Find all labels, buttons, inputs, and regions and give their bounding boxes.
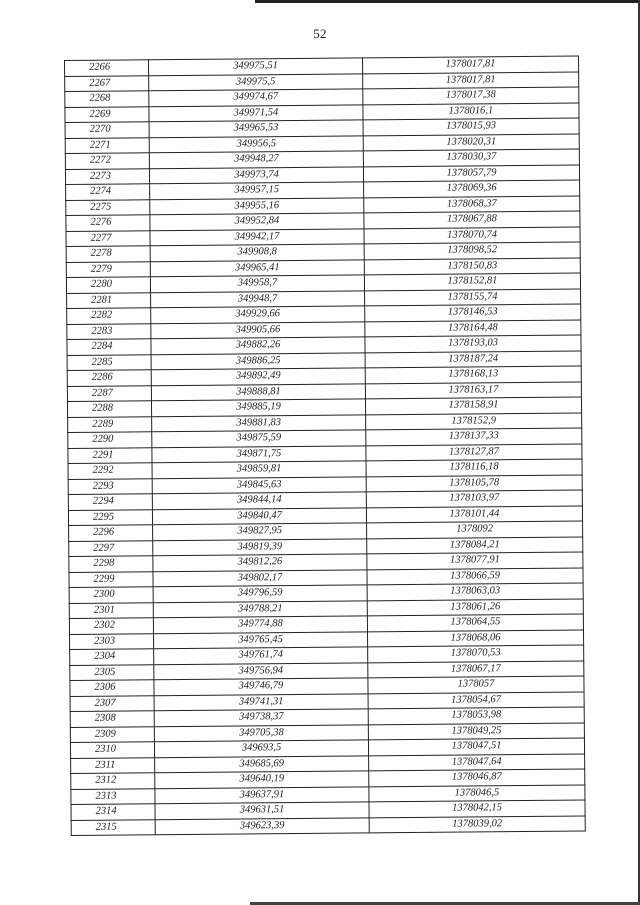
point-number: 2299 [69, 571, 153, 587]
point-number: 2275 [66, 199, 150, 215]
point-number: 2279 [66, 261, 150, 277]
coordinate-x: 349746,79 [154, 678, 368, 695]
table-row [71, 815, 585, 835]
coordinate-y: 1378152,9 [366, 412, 582, 429]
point-number: 2290 [68, 432, 152, 448]
coordinate-y: 1378092 [367, 521, 583, 538]
coordinate-x: 349948,27 [149, 151, 363, 168]
coordinate-x: 349952,84 [150, 213, 364, 230]
point-number: 2310 [70, 742, 154, 758]
coordinate-y: 1378057,79 [363, 165, 579, 182]
coordinate-x: 349738,37 [154, 709, 368, 726]
point-number: 2311 [71, 757, 155, 773]
coordinate-y: 1378164,48 [365, 320, 581, 337]
coordinate-y: 1378015,93 [363, 118, 579, 135]
coordinate-x: 349774,88 [153, 616, 367, 633]
coordinate-y: 1378067,17 [368, 660, 584, 677]
point-number: 2268 [65, 91, 149, 107]
coordinate-y: 1378017,38 [363, 87, 579, 104]
coordinate-x: 349788,21 [153, 600, 367, 617]
coordinate-x: 349975,51 [149, 58, 363, 75]
point-number: 2303 [70, 633, 154, 649]
coordinate-x: 349845,63 [152, 476, 366, 493]
point-number: 2271 [65, 137, 149, 153]
coordinate-x: 349908,8 [150, 244, 364, 261]
coordinate-x: 349827,95 [153, 523, 367, 540]
point-number: 2301 [69, 602, 153, 618]
point-number: 2267 [65, 75, 149, 91]
coordinate-y: 1378017,81 [363, 72, 579, 89]
coordinate-y: 1378061,26 [367, 598, 583, 615]
coordinate-x: 349756,94 [154, 662, 368, 679]
coordinate-x: 349802,17 [153, 569, 367, 586]
point-number: 2266 [65, 60, 149, 76]
point-number: 2287 [67, 385, 151, 401]
coordinate-x: 349693,5 [154, 740, 368, 757]
point-number: 2276 [66, 215, 150, 231]
coordinate-x: 349875,59 [152, 430, 366, 447]
coordinate-x: 349741,31 [154, 693, 368, 710]
point-number: 2309 [70, 726, 154, 742]
coordinate-x: 349871,75 [152, 445, 366, 462]
point-number: 2282 [67, 308, 151, 324]
coordinate-x: 349958,7 [150, 275, 364, 292]
coordinate-x: 349623,39 [155, 817, 369, 834]
coordinate-x: 349637,91 [155, 786, 369, 803]
coordinates-table [64, 56, 586, 836]
point-number: 2295 [68, 509, 152, 525]
coordinate-y: 1378163,17 [365, 381, 581, 398]
coordinate-y: 1378046,87 [369, 769, 585, 786]
coordinate-y: 1378030,37 [363, 149, 579, 166]
page-number: 52 [313, 26, 327, 41]
coordinate-y: 1378116,18 [366, 459, 582, 476]
coordinate-x: 349844,14 [152, 492, 366, 509]
point-number: 2305 [70, 664, 154, 680]
point-number: 2313 [71, 788, 155, 804]
coordinate-y: 1378168,13 [365, 366, 581, 383]
coordinate-y: 1378020,31 [363, 134, 579, 151]
point-number: 2312 [71, 773, 155, 789]
coordinate-y: 1378152,81 [364, 273, 580, 290]
coordinate-x: 349955,16 [150, 197, 364, 214]
coordinate-y: 1378057 [368, 676, 584, 693]
point-number: 2306 [70, 680, 154, 696]
point-number: 2269 [65, 106, 149, 122]
point-number: 2273 [65, 168, 149, 184]
point-number: 2289 [68, 416, 152, 432]
coordinate-x: 349965,53 [149, 120, 363, 137]
point-number: 2270 [65, 122, 149, 138]
point-number: 2292 [68, 463, 152, 479]
coordinate-y: 1378098,52 [364, 242, 580, 259]
coordinate-x: 349886,25 [151, 352, 365, 369]
coordinate-x: 349859,81 [152, 461, 366, 478]
point-number: 2308 [70, 711, 154, 727]
coordinate-y: 1378017,81 [362, 56, 578, 73]
coordinate-y: 1378016,1 [363, 103, 579, 120]
coordinate-x: 349948,7 [151, 290, 365, 307]
coordinate-x: 349765,45 [154, 631, 368, 648]
point-number: 2293 [68, 478, 152, 494]
coordinate-y: 1378068,37 [364, 196, 580, 213]
coordinate-x: 349882,26 [151, 337, 365, 354]
coordinate-x: 349640,19 [155, 771, 369, 788]
coordinate-x: 349973,74 [149, 166, 363, 183]
coordinate-y: 1378101,44 [366, 505, 582, 522]
coordinate-y: 1378046,5 [369, 784, 585, 801]
coordinate-x: 349942,17 [150, 228, 364, 245]
point-number: 2302 [69, 618, 153, 634]
coordinate-x: 349975,5 [149, 73, 363, 90]
coordinate-y: 1378158,91 [365, 397, 581, 414]
coordinate-y: 1378063,03 [367, 583, 583, 600]
coordinate-y: 1378137,33 [366, 428, 582, 445]
point-number: 2314 [71, 804, 155, 820]
coordinate-y: 1378067,88 [364, 211, 580, 228]
coordinate-x: 349905,66 [151, 321, 365, 338]
coordinate-y: 1378068,06 [367, 629, 583, 646]
point-number: 2288 [67, 401, 151, 417]
point-number: 2280 [66, 277, 150, 293]
coordinate-y: 1378187,24 [365, 350, 581, 367]
coordinate-x: 349796,59 [153, 585, 367, 602]
coordinate-y: 1378047,64 [369, 753, 585, 770]
coordinates-table-body [65, 56, 586, 835]
coordinate-y: 1378054,67 [368, 691, 584, 708]
coordinate-y: 1378155,74 [365, 289, 581, 306]
coordinate-x: 349685,69 [155, 755, 369, 772]
point-number: 2272 [65, 153, 149, 169]
scan-edge-top [255, 0, 640, 3]
point-number: 2296 [69, 525, 153, 541]
coordinate-x: 349819,39 [153, 538, 367, 555]
point-number: 2300 [69, 587, 153, 603]
coordinate-y: 1378066,59 [367, 567, 583, 584]
coordinate-y: 1378039,02 [369, 815, 585, 832]
coordinate-x: 349965,41 [150, 259, 364, 276]
coordinate-y: 1378103,97 [366, 490, 582, 507]
coordinate-x: 349761,74 [154, 647, 368, 664]
coordinate-y: 1378070,74 [364, 227, 580, 244]
point-number: 2285 [67, 354, 151, 370]
coordinate-y: 1378146,53 [365, 304, 581, 321]
point-number: 2284 [67, 339, 151, 355]
coordinate-y: 1378150,83 [364, 258, 580, 275]
coordinate-y: 1378047,51 [368, 738, 584, 755]
coordinate-x: 349957,15 [150, 182, 364, 199]
point-number: 2274 [66, 184, 150, 200]
coordinate-x: 349974,67 [149, 89, 363, 106]
point-number: 2315 [71, 819, 155, 835]
coordinate-y: 1378070,53 [368, 645, 584, 662]
point-number: 2281 [67, 292, 151, 308]
coordinate-x: 349885,19 [151, 399, 365, 416]
coordinate-y: 1378049,25 [368, 722, 584, 739]
point-number: 2294 [68, 494, 152, 510]
point-number: 2283 [67, 323, 151, 339]
coordinate-x: 349929,66 [151, 306, 365, 323]
point-number: 2277 [66, 230, 150, 246]
coordinate-y: 1378042,15 [369, 800, 585, 817]
coordinate-y: 1378077,91 [367, 552, 583, 569]
point-number: 2286 [67, 370, 151, 386]
point-number: 2278 [66, 246, 150, 262]
coordinate-y: 1378105,78 [366, 474, 582, 491]
coordinate-y: 1378069,36 [364, 180, 580, 197]
point-number: 2291 [68, 447, 152, 463]
coordinate-y: 1378193,03 [365, 335, 581, 352]
coordinate-x: 349705,38 [154, 724, 368, 741]
coordinate-x: 349971,54 [149, 104, 363, 121]
coordinate-y: 1378127,87 [366, 443, 582, 460]
point-number: 2304 [70, 649, 154, 665]
point-number: 2298 [69, 556, 153, 572]
coordinate-x: 349812,26 [153, 554, 367, 571]
coordinate-x: 349956,5 [149, 135, 363, 152]
coordinate-x: 349840,47 [152, 507, 366, 524]
coordinate-y: 1378053,98 [368, 707, 584, 724]
coordinate-x: 349631,51 [155, 802, 369, 819]
point-number: 2307 [70, 695, 154, 711]
point-number: 2297 [69, 540, 153, 556]
coordinate-y: 1378064,55 [367, 614, 583, 631]
coordinate-x: 349892,49 [151, 368, 365, 385]
coordinate-x: 349888,81 [151, 383, 365, 400]
coordinate-x: 349881,83 [152, 414, 366, 431]
coordinate-y: 1378084,21 [367, 536, 583, 553]
